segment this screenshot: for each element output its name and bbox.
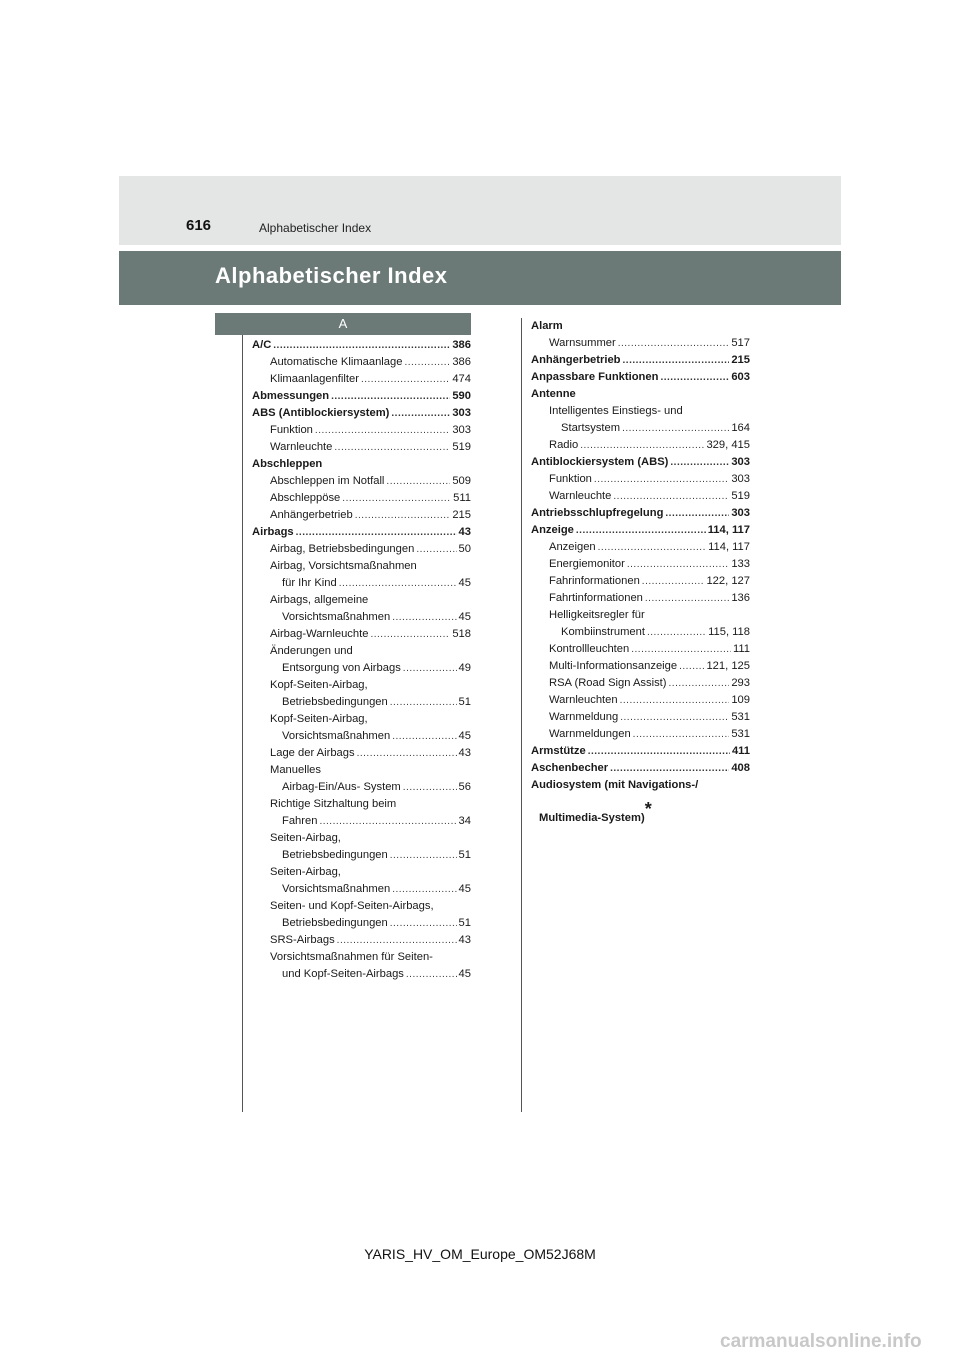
entry-text: Seiten- und Kopf-Seiten-Airbags,: [270, 900, 434, 912]
dot-leader: [319, 813, 456, 830]
dot-leader: [594, 471, 729, 488]
dot-leader: [679, 658, 704, 675]
index-entry: [252, 473, 471, 490]
entry-page-ref[interactable]: 215: [731, 354, 750, 366]
index-entry: [252, 881, 471, 898]
index-entry: [252, 388, 471, 405]
index-entry: [531, 658, 750, 675]
index-entry: [531, 624, 750, 641]
entry-page-ref[interactable]: 43: [458, 934, 471, 946]
dot-leader: [598, 539, 706, 556]
entry-text: Abschleppöse: [270, 492, 341, 504]
entry-text: Anhängerbetrieb: [270, 509, 353, 521]
entry-page-ref[interactable]: 51: [458, 917, 471, 929]
entry-page-ref[interactable]: 51: [458, 849, 471, 861]
entry-text: Airbag, Vorsichtsmaßnahmen: [270, 560, 417, 572]
entry-page-ref[interactable]: 303: [452, 424, 471, 436]
entry-text: Startsystem: [561, 422, 621, 434]
index-entry: [252, 337, 471, 354]
entry-text: für Ihr Kind: [282, 577, 337, 589]
index-entry: [531, 726, 750, 743]
entry-page-ref[interactable]: 293: [731, 677, 750, 689]
index-entry: [531, 505, 750, 522]
entry-text: Abmessungen: [252, 390, 330, 402]
index-entry: [252, 626, 471, 643]
index-entry: [531, 641, 750, 658]
entry-text: Funktion: [549, 473, 592, 485]
entry-text: Änderungen und: [270, 645, 353, 657]
entry-text: Airbag-Ein/Aus- System: [282, 781, 401, 793]
dot-leader: [386, 473, 450, 490]
entry-page-ref[interactable]: 164: [731, 422, 750, 434]
dot-leader: [296, 524, 457, 541]
index-entry: [252, 915, 471, 932]
index-entry: [252, 354, 471, 371]
index-entry: [252, 405, 471, 422]
entry-text: Antiblockiersystem (ABS): [531, 456, 669, 468]
entry-page-ref[interactable]: 386: [452, 356, 471, 368]
entry-text: Lage der Airbags: [270, 747, 355, 759]
entry-page-ref[interactable]: 45: [458, 730, 471, 742]
entry-page-ref[interactable]: 51: [458, 696, 471, 708]
index-entry: [252, 524, 471, 541]
entry-text: Warnmeldung: [549, 711, 619, 723]
index-entry: [252, 592, 471, 609]
entry-page-ref[interactable]: 518: [452, 628, 471, 640]
dot-leader: [334, 439, 450, 456]
entry-text: Entsorgung von Airbags: [282, 662, 401, 674]
dot-leader: [670, 454, 729, 471]
entry-text: Warnleuchte: [270, 441, 333, 453]
entry-text: Airbag, Betriebsbedingungen: [270, 543, 415, 555]
index-entry: [531, 692, 750, 709]
entry-page-ref[interactable]: 519: [452, 441, 471, 453]
entry-text: Helligkeitsregler für: [549, 609, 645, 621]
page-title: Alphabetischer Index: [215, 263, 448, 288]
index-entry: [531, 539, 750, 556]
entry-text: Betriebsbedingungen: [282, 696, 388, 708]
entry-text: Radio: [549, 439, 579, 451]
entry-page-ref[interactable]: 45: [458, 577, 471, 589]
footnote-star: *: [644, 799, 652, 819]
entry-page-ref[interactable]: 109: [731, 694, 750, 706]
index-entry: [252, 439, 471, 456]
dot-leader: [645, 590, 729, 607]
dot-leader: [588, 743, 730, 760]
entry-text: Airbags, allgemeine: [270, 594, 369, 606]
entry-text: Warnmeldungen: [549, 728, 631, 740]
dot-leader: [660, 369, 729, 386]
entry-page-ref[interactable]: 411: [731, 745, 750, 757]
entry-text: Kopf-Seiten-Airbag,: [270, 679, 368, 691]
index-entry: [252, 541, 471, 558]
entry-text: Kopf-Seiten-Airbag,: [270, 713, 368, 725]
index-entry: [531, 437, 750, 454]
index-column-right: [531, 318, 750, 824]
index-entry: [252, 762, 471, 779]
page-number: 616: [186, 217, 212, 234]
index-entry: [531, 386, 750, 403]
entry-page-ref[interactable]: 34: [458, 815, 471, 827]
dot-leader: [622, 420, 729, 437]
entry-text: Automatische Klimaanlage: [270, 356, 403, 368]
entry-text: Manuelles: [270, 764, 321, 776]
entry-page-ref[interactable]: 133: [731, 558, 750, 570]
watermark: carmanualsonline.info: [720, 1331, 922, 1352]
entry-text: Funktion: [270, 424, 313, 436]
entry-text: Airbags: [252, 526, 294, 538]
index-entry: [531, 488, 750, 505]
entry-text: Abschleppen: [252, 458, 323, 470]
entry-page-ref[interactable]: 531: [731, 728, 750, 740]
index-entry: [531, 607, 750, 624]
entry-text: Multimedia-System): [539, 812, 645, 824]
index-entry: [252, 677, 471, 694]
dot-leader: [392, 881, 456, 898]
dot-leader: [390, 847, 457, 864]
entry-page-ref[interactable]: 50: [458, 543, 471, 555]
index-entry: [252, 898, 471, 915]
right-column-rule: [521, 318, 522, 1112]
index-entry: [531, 454, 750, 471]
entry-text: Vorsichtsmaßnahmen: [282, 611, 391, 623]
index-entry: [252, 949, 471, 966]
dot-leader: [610, 760, 729, 777]
index-entry: [252, 575, 471, 592]
dot-leader: [337, 932, 457, 949]
header-band: [119, 176, 841, 245]
index-entry: [531, 403, 750, 420]
index-entry: [252, 813, 471, 830]
dot-leader: [357, 745, 457, 762]
footer-doc-code: YARIS_HV_OM_Europe_OM52J68M: [364, 1246, 596, 1262]
entry-text: Klimaanlagenfilter: [270, 373, 359, 385]
index-entry: [531, 556, 750, 573]
entry-text: Anzeige: [531, 524, 574, 536]
index-entry: [252, 745, 471, 762]
dot-leader: [315, 422, 450, 439]
index-entry: [252, 830, 471, 847]
entry-page-ref[interactable]: 303: [731, 507, 750, 519]
entry-text: Anhängerbetrieb: [531, 354, 621, 366]
index-entry: [252, 371, 471, 388]
entry-text: Warnleuchten: [549, 694, 618, 706]
entry-page-ref[interactable]: 114, 117: [707, 524, 750, 536]
dot-leader: [331, 388, 450, 405]
index-entry: [252, 796, 471, 813]
dot-leader: [623, 352, 730, 369]
entry-text: Kombiinstrument: [561, 626, 645, 638]
entry-text: ABS (Antiblockiersystem): [252, 407, 390, 419]
dot-leader: [576, 522, 706, 539]
entry-text: Vorsichtsmaßnahmen: [282, 730, 391, 742]
dot-leader: [342, 490, 451, 507]
entry-page-ref[interactable]: 590: [452, 390, 471, 402]
entry-page-ref[interactable]: 111: [732, 643, 750, 655]
dot-leader: [618, 335, 730, 352]
entry-text: Betriebsbedingungen: [282, 849, 388, 861]
entry-text: Warnleuchte: [549, 490, 612, 502]
index-entry: [252, 660, 471, 677]
index-entry: [531, 369, 750, 386]
entry-text: Vorsichtsmaßnahmen: [282, 883, 391, 895]
dot-leader: [403, 779, 457, 796]
index-entry: [252, 422, 471, 439]
entry-page-ref[interactable]: 49: [458, 662, 471, 674]
entry-text: Aschenbecher: [531, 762, 609, 774]
index-entry: [531, 760, 750, 777]
dot-leader: [273, 337, 450, 354]
entry-page-ref[interactable]: 603: [731, 371, 750, 383]
right-column-entries: [531, 318, 750, 794]
entry-page-ref[interactable]: 45: [458, 883, 471, 895]
entry-page-ref[interactable]: 56: [458, 781, 471, 793]
index-entry: [531, 522, 750, 539]
index-entry: [252, 966, 471, 983]
index-entry: [252, 847, 471, 864]
entry-page-ref[interactable]: 509: [452, 475, 471, 487]
dot-leader: [339, 575, 457, 592]
entry-page-ref[interactable]: 303: [452, 407, 471, 419]
entry-page-ref[interactable]: 121, 125: [706, 660, 750, 672]
entry-page-ref[interactable]: 386: [452, 339, 471, 351]
entry-page-ref[interactable]: 114, 117: [708, 541, 750, 553]
entry-text: SRS-Airbags: [270, 934, 335, 946]
entry-page-ref[interactable]: 511: [453, 492, 471, 504]
index-entry: [252, 864, 471, 881]
dot-leader: [631, 641, 731, 658]
entry-text: Anpassbare Funktionen: [531, 371, 659, 383]
index-entry: [252, 490, 471, 507]
dot-leader: [391, 405, 450, 422]
entry-page-ref[interactable]: 43: [458, 747, 471, 759]
entry-page-ref[interactable]: 45: [458, 968, 471, 980]
index-entry: [252, 711, 471, 728]
entry-text: RSA (Road Sign Assist): [549, 677, 667, 689]
entry-page-ref[interactable]: 45: [458, 611, 471, 623]
section-letter-bar: A: [215, 313, 471, 335]
dot-leader: [665, 505, 729, 522]
index-entry: [252, 507, 471, 524]
dot-leader: [390, 694, 457, 711]
dot-leader: [361, 371, 450, 388]
entry-text: Richtige Sitzhaltung beim: [270, 798, 397, 810]
entry-text: Seiten-Airbag,: [270, 866, 341, 878]
index-entry: [531, 352, 750, 369]
entry-text: Antriebsschlupfregelung: [531, 507, 664, 519]
index-entry: [531, 471, 750, 488]
dot-leader: [647, 624, 706, 641]
index-entry: [252, 932, 471, 949]
entry-page-ref[interactable]: 303: [731, 473, 750, 485]
dot-leader: [613, 488, 729, 505]
index-entry: [252, 694, 471, 711]
entry-text: Fahrinformationen: [549, 575, 640, 587]
index-entry: [531, 573, 750, 590]
entry-text: Multi-Informationsanzeige: [549, 660, 678, 672]
dot-leader: [580, 437, 704, 454]
entry-text: A/C: [252, 339, 272, 351]
index-entry: [531, 420, 750, 437]
entry-text: Seiten-Airbag,: [270, 832, 341, 844]
index-entry: [531, 590, 750, 607]
index-entry: [252, 558, 471, 575]
entry-page-ref[interactable]: 136: [731, 592, 750, 604]
entry-text: Fahren: [282, 815, 318, 827]
left-column-rule: [242, 335, 243, 1112]
entry-page-ref[interactable]: 43: [458, 526, 471, 538]
index-entry: [531, 709, 750, 726]
entry-text: Anzeigen: [549, 541, 596, 553]
entry-text: Intelligentes Einstiegs- und: [549, 405, 683, 417]
dot-leader: [633, 726, 730, 743]
entry-page-ref[interactable]: 215: [452, 509, 471, 521]
dot-leader: [392, 609, 456, 626]
entry-text: und Kopf-Seiten-Airbags: [282, 968, 404, 980]
entry-text: Antenne: [531, 388, 576, 400]
index-entry: [252, 456, 471, 473]
entry-text: Airbag-Warnleuchte: [270, 628, 369, 640]
dot-leader: [403, 660, 457, 677]
index-entry-continued: [531, 794, 750, 824]
entry-text: Energiemonitor: [549, 558, 625, 570]
entry-text: Kontrollleuchten: [549, 643, 630, 655]
index-entry: [252, 643, 471, 660]
entry-text: Fahrtinformationen: [549, 592, 643, 604]
entry-page-ref[interactable]: 303: [731, 456, 750, 468]
entry-page-ref[interactable]: 329, 415: [706, 439, 750, 451]
index-entry: [531, 318, 750, 335]
entry-text: Warnsummer: [549, 337, 616, 349]
dot-leader: [642, 573, 705, 590]
index-entry: [252, 728, 471, 745]
index-entry: [531, 335, 750, 352]
entry-page-ref[interactable]: 531: [731, 711, 750, 723]
dot-leader: [620, 709, 729, 726]
entry-page-ref[interactable]: 408: [731, 762, 750, 774]
entry-text: Betriebsbedingungen: [282, 917, 388, 929]
entry-page-ref[interactable]: 122, 127: [706, 575, 750, 587]
index-entry: [531, 675, 750, 692]
entry-text: Alarm: [531, 320, 563, 332]
dot-leader: [620, 692, 730, 709]
entry-page-ref[interactable]: 115, 118: [708, 626, 750, 638]
dot-leader: [404, 354, 450, 371]
dot-leader: [669, 675, 730, 692]
dot-leader: [370, 626, 450, 643]
entry-text: Abschleppen im Notfall: [270, 475, 385, 487]
index-entry: [531, 743, 750, 760]
entry-page-ref[interactable]: 519: [731, 490, 750, 502]
entry-text: Vorsichtsmaßnahmen für Seiten-: [270, 951, 433, 963]
entry-text: Armstütze: [531, 745, 586, 757]
entry-text: Audiosystem (mit Navigations-/: [531, 779, 699, 791]
running-title: Alphabetischer Index: [259, 221, 372, 235]
index-entry: [252, 609, 471, 626]
dot-leader: [416, 541, 456, 558]
index-entry: [531, 777, 750, 794]
entry-page-ref[interactable]: 517: [731, 337, 750, 349]
dot-leader: [627, 556, 729, 573]
index-column-left: [252, 337, 471, 983]
entry-page-ref[interactable]: 474: [452, 373, 471, 385]
dot-leader: [390, 915, 457, 932]
dot-leader: [392, 728, 456, 745]
dot-leader: [355, 507, 451, 524]
index-entry: [252, 779, 471, 796]
dot-leader: [406, 966, 457, 983]
